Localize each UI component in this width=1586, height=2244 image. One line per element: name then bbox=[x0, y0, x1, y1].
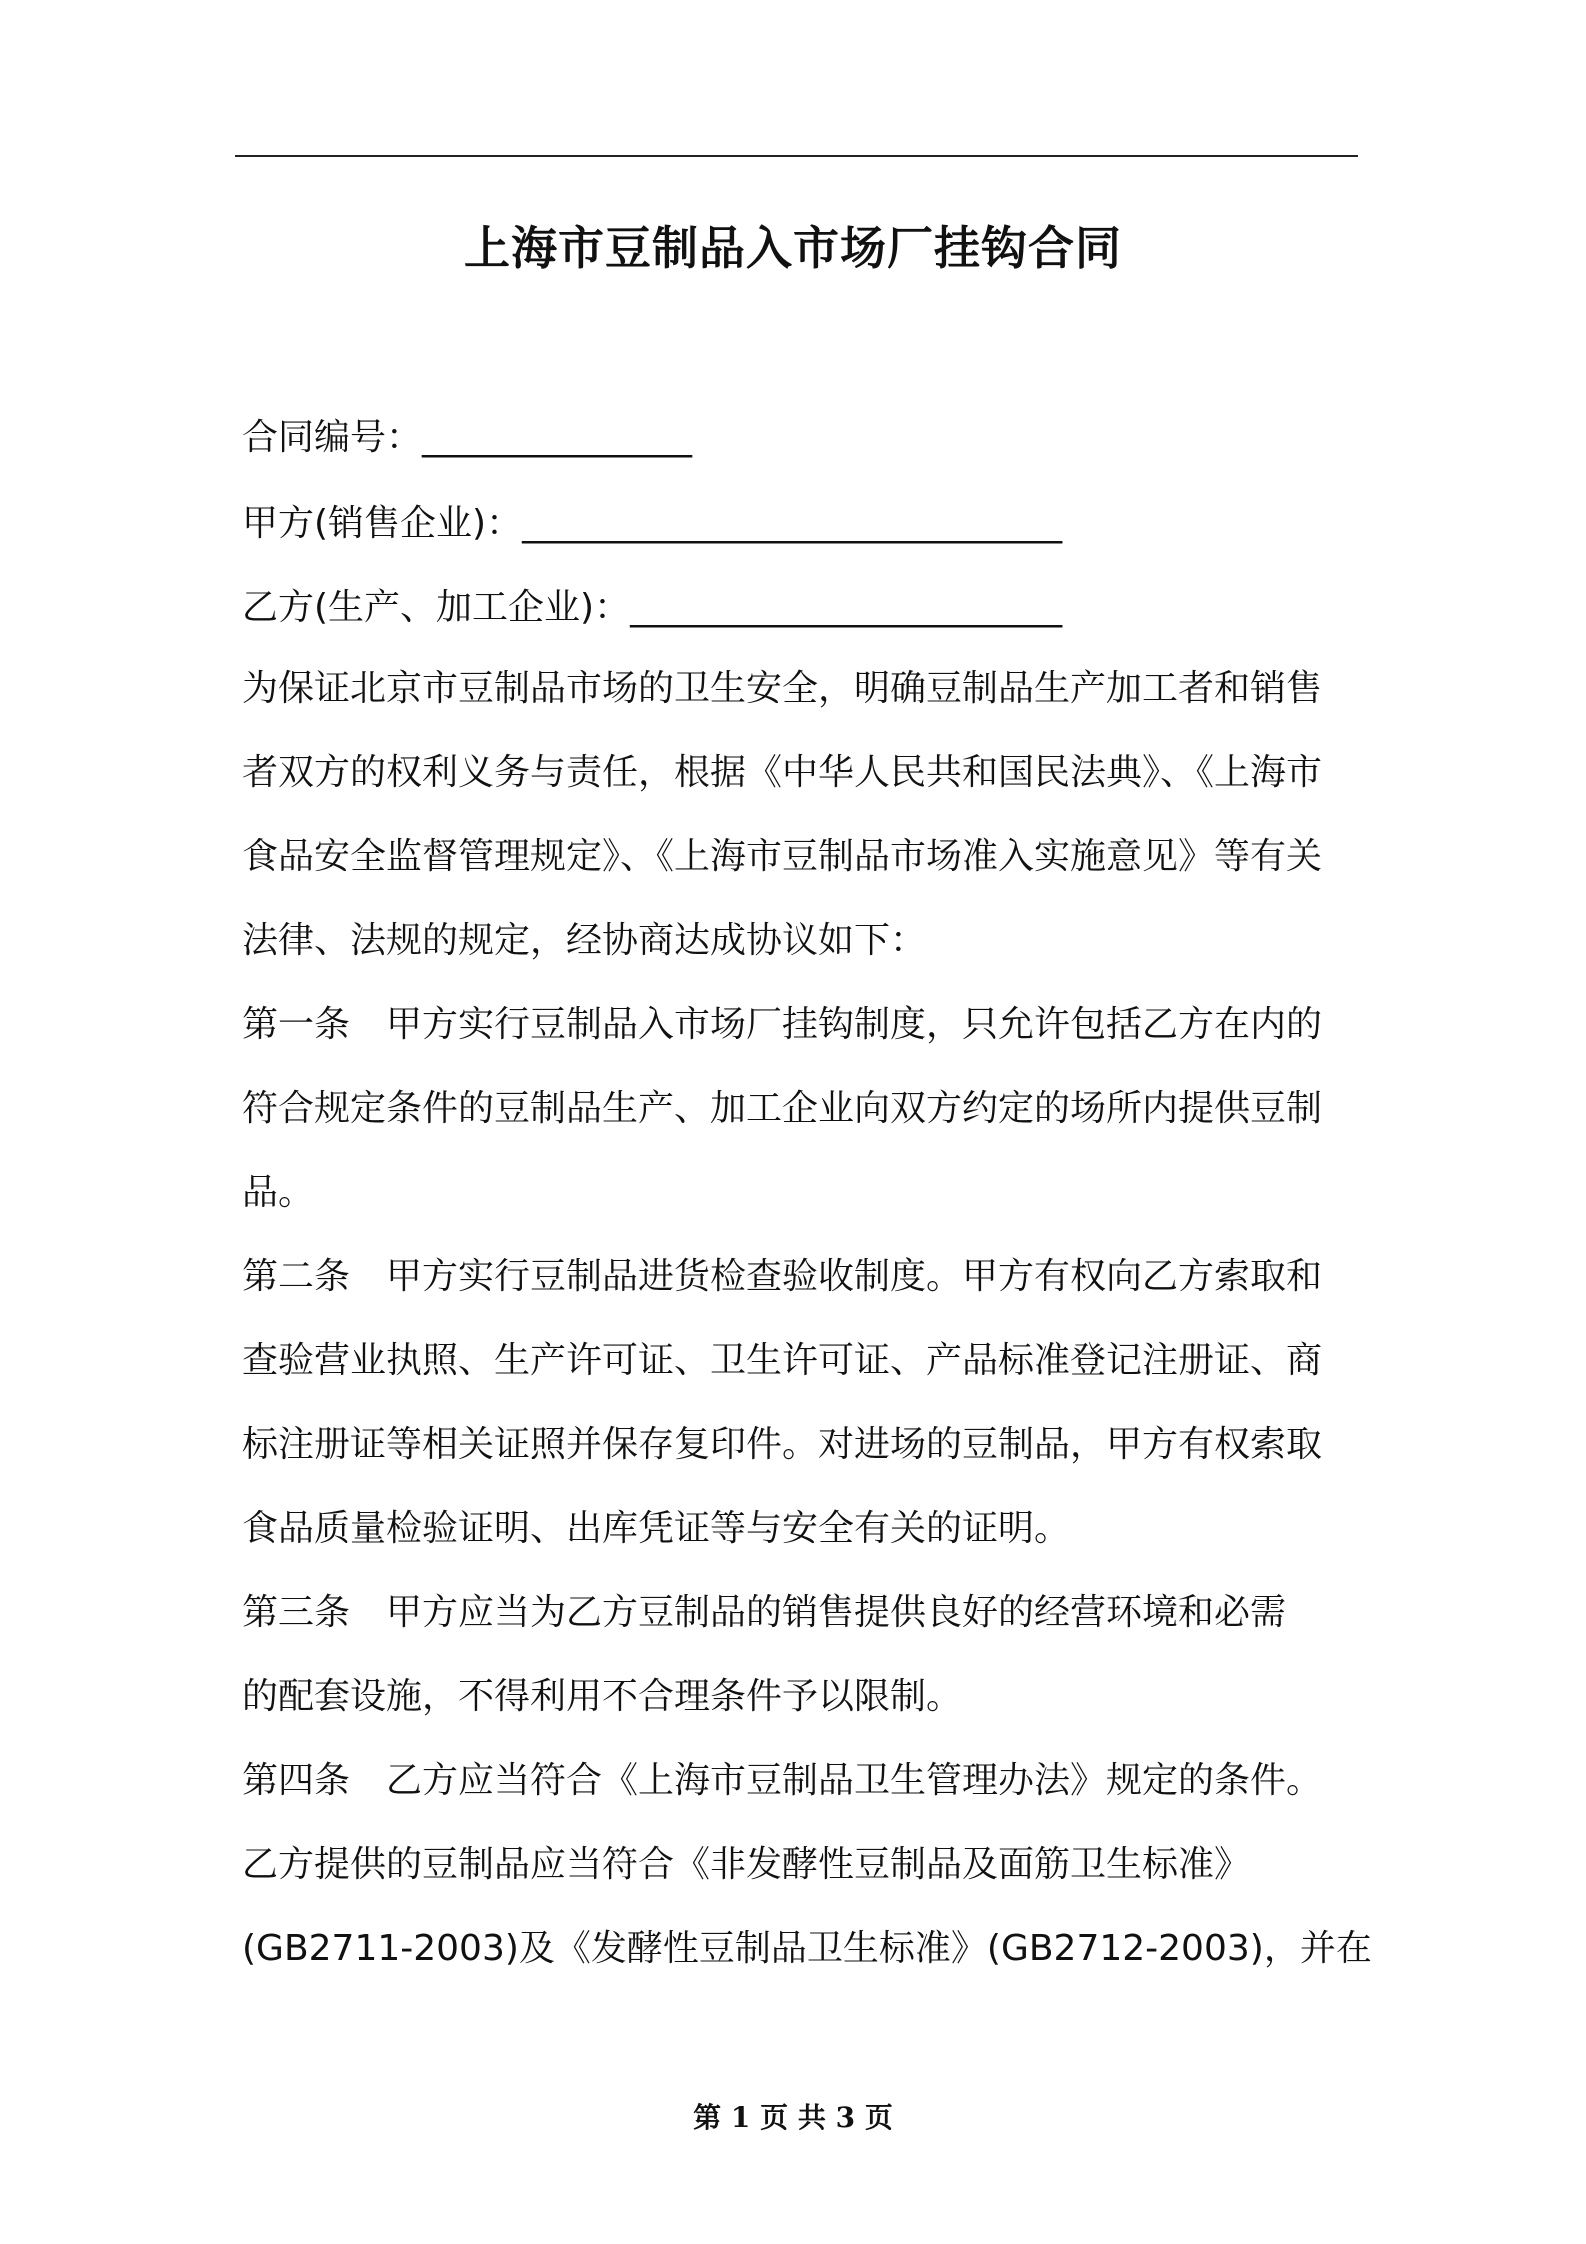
article-4-line: 乙方提供的豆制品应当符合《非发酵性豆制品及面筋卫生标准》 bbox=[242, 1844, 1251, 1885]
article-2-text: 甲方实行豆制品进货检查验收制度。甲方有权向乙方索取和 bbox=[386, 1256, 1323, 1297]
document-title: 上海市豆制品入市场厂挂钩合同 bbox=[464, 221, 1122, 275]
article-4-line: (GB2711-2003)及《发酵性豆制品卫生标准》(GB2712-2003)，并在 bbox=[242, 1928, 1372, 1969]
header-rule bbox=[235, 155, 1358, 157]
article-1-first-line bbox=[242, 997, 1358, 1053]
article-1-line: 品。 bbox=[242, 1172, 315, 1213]
article-3-text: 甲方应当为乙方豆制品的销售提供良好的经营环境和必需 bbox=[386, 1592, 1287, 1633]
preamble-line: 为保证北京市豆制品市场的卫生安全，明确豆制品生产加工者和销售 bbox=[242, 668, 1323, 709]
article-1-label: 第一条 bbox=[242, 1004, 351, 1045]
article-2-label: 第二条 bbox=[242, 1256, 351, 1297]
article-4-first-line bbox=[242, 1753, 1358, 1809]
article-2-line: 食品质量检验证明、出库凭证等与安全有关的证明。 bbox=[242, 1508, 1071, 1549]
contract-number-field: 合同编号：_______________ bbox=[242, 417, 693, 458]
article-2-line: 标注册证等相关证照并保存复印件。对进场的豆制品，甲方有权索取 bbox=[242, 1424, 1323, 1465]
party-b-field: 乙方(生产、加工企业)：________________________ bbox=[242, 587, 1063, 628]
article-2-line: 查验营业执照、生产许可证、卫生许可证、产品标准登记注册证、商 bbox=[242, 1340, 1323, 1381]
preamble-line: 者双方的权利义务与责任，根据《中华人民共和国民法典》、《上海市 bbox=[242, 752, 1323, 793]
article-4-text: 乙方应当符合《上海市豆制品卫生管理办法》规定的条件。 bbox=[386, 1760, 1323, 1801]
article-3-first-line bbox=[242, 1585, 1358, 1641]
article-1-text: 甲方实行豆制品入市场厂挂钩制度，只允许包括乙方在内的 bbox=[386, 1004, 1323, 1045]
preamble-line: 法律、法规的规定，经协商达成协议如下： bbox=[242, 920, 927, 961]
article-4-label: 第四条 bbox=[242, 1760, 351, 1801]
article-3-line: 的配套设施，不得利用不合理条件予以限制。 bbox=[242, 1676, 963, 1717]
article-3-label: 第三条 bbox=[242, 1592, 351, 1633]
article-2-first-line bbox=[242, 1249, 1358, 1305]
page-number: 第 1 页 共 3 页 bbox=[693, 2101, 893, 2134]
article-1-line: 符合规定条件的豆制品生产、加工企业向双方约定的场所内提供豆制 bbox=[242, 1088, 1323, 1129]
preamble-line: 食品安全监督管理规定》、《上海市豆制品市场准入实施意见》等有关 bbox=[242, 836, 1323, 877]
party-a-field: 甲方(销售企业)：______________________________ bbox=[242, 503, 1063, 544]
